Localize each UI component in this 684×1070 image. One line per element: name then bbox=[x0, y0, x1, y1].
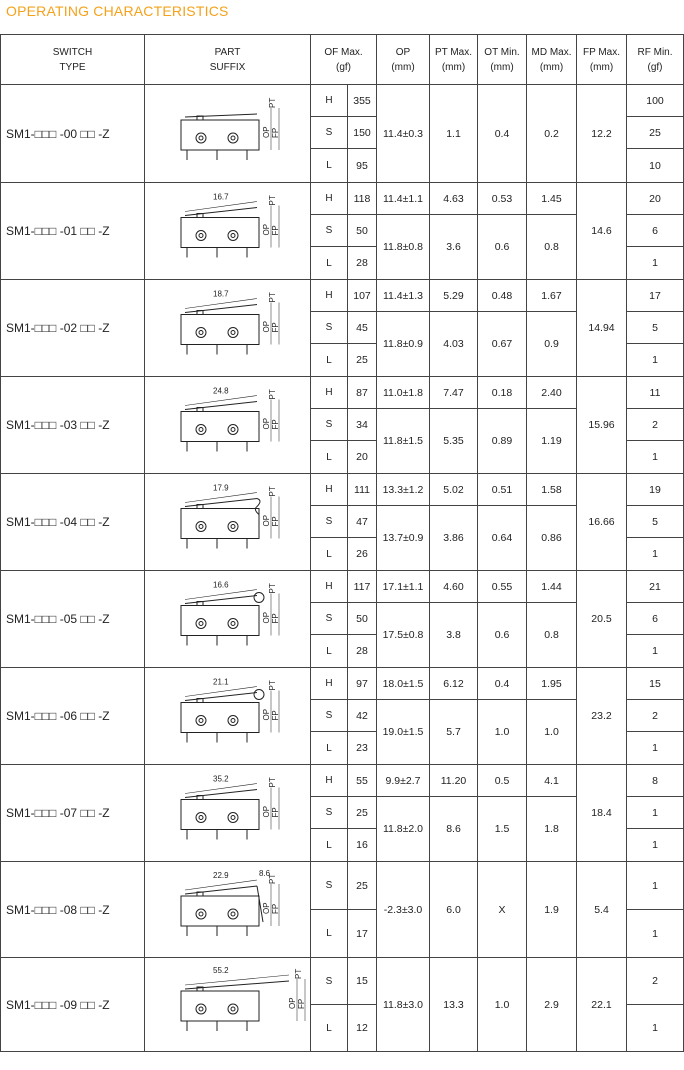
rf-min-cell: 2 bbox=[627, 409, 684, 441]
op-cell: 11.8±2.0 bbox=[377, 797, 430, 862]
fp-label: FP bbox=[270, 612, 280, 623]
rf-min-cell: 10 bbox=[627, 149, 684, 183]
pt-max-cell: 1.1 bbox=[430, 85, 478, 183]
md-max-cell: 1.45 bbox=[527, 183, 577, 215]
part-suffix-cell bbox=[145, 183, 311, 280]
operating-characteristics-table bbox=[0, 34, 684, 1052]
pt-max-cell: 13.3 bbox=[430, 958, 478, 1052]
op-cell: 13.3±1.2 bbox=[377, 474, 430, 506]
switch-diagram bbox=[153, 478, 303, 567]
switch-type-cell: SM1-□□□ -06 □□ -Z bbox=[1, 668, 145, 765]
switch-diagram bbox=[153, 575, 303, 664]
md-max-cell: 1.58 bbox=[527, 474, 577, 506]
lever-tip-label: 8.6 bbox=[258, 868, 270, 878]
of-max-cell: 95 bbox=[348, 149, 377, 183]
fp-max-cell: 15.96 bbox=[577, 377, 627, 474]
op-label: OP bbox=[261, 708, 271, 720]
of-max-cell: 17 bbox=[348, 910, 377, 958]
pt-max-cell: 3.86 bbox=[430, 506, 478, 571]
ot-min-cell: 0.18 bbox=[478, 377, 527, 409]
lever-length-label: 22.9 bbox=[212, 870, 229, 880]
table-row bbox=[1, 571, 684, 603]
pt-max-cell: 4.63 bbox=[430, 183, 478, 215]
part-suffix-cell bbox=[145, 571, 311, 668]
op-cell: 11.8±1.5 bbox=[377, 409, 430, 474]
level-cell: L bbox=[311, 149, 348, 183]
op-label: OP bbox=[287, 996, 297, 1009]
pt-max-cell: 11.20 bbox=[430, 765, 478, 797]
switch-diagram bbox=[153, 962, 306, 1048]
level-cell: L bbox=[311, 829, 348, 862]
md-max-cell: 0.8 bbox=[527, 215, 577, 280]
lever-length-label: 55.2 bbox=[212, 965, 229, 975]
of-max-cell: 111 bbox=[348, 474, 377, 506]
md-max-cell: 2.40 bbox=[527, 377, 577, 409]
header-ot-min: OT Min. (mm) bbox=[478, 35, 527, 85]
header-switch-type: SWITCH TYPE bbox=[1, 35, 145, 85]
rf-min-cell: 21 bbox=[627, 571, 684, 603]
md-max-cell: 2.9 bbox=[527, 958, 577, 1052]
level-cell: L bbox=[311, 910, 348, 958]
switch-type-cell: SM1-□□□ -05 □□ -Z bbox=[1, 571, 145, 668]
table-row bbox=[1, 377, 684, 409]
op-cell: 13.7±0.9 bbox=[377, 506, 430, 571]
pt-max-cell: 5.35 bbox=[430, 409, 478, 474]
of-max-cell: 28 bbox=[348, 247, 377, 280]
ot-min-cell: 0.4 bbox=[478, 85, 527, 183]
op-cell: 11.4±1.1 bbox=[377, 183, 430, 215]
level-cell: S bbox=[311, 700, 348, 732]
switch-diagram bbox=[153, 284, 303, 373]
level-cell: H bbox=[311, 280, 348, 312]
rf-min-cell: 19 bbox=[627, 474, 684, 506]
table-row bbox=[1, 85, 684, 117]
of-max-cell: 25 bbox=[348, 797, 377, 829]
header-row bbox=[1, 35, 684, 85]
md-max-cell: 0.86 bbox=[527, 506, 577, 571]
of-max-cell: 15 bbox=[348, 958, 377, 1005]
of-max-cell: 150 bbox=[348, 117, 377, 149]
switch-diagram bbox=[153, 381, 303, 470]
level-cell: S bbox=[311, 312, 348, 344]
switch-type-cell: SM1-□□□ -04 □□ -Z bbox=[1, 474, 145, 571]
rf-min-cell: 1 bbox=[627, 829, 684, 862]
rf-min-cell: 6 bbox=[627, 603, 684, 635]
of-max-cell: 117 bbox=[348, 571, 377, 603]
level-cell: H bbox=[311, 377, 348, 409]
level-cell: L bbox=[311, 247, 348, 280]
op-cell: 19.0±1.5 bbox=[377, 700, 430, 765]
ot-min-cell: 0.4 bbox=[478, 668, 527, 700]
switch-diagram bbox=[153, 672, 303, 761]
pt-label: PT bbox=[267, 873, 277, 884]
ot-min-cell: 1.5 bbox=[478, 797, 527, 862]
op-label: OP bbox=[261, 901, 271, 914]
rf-min-cell: 11 bbox=[627, 377, 684, 409]
switch-type-cell: SM1-□□□ -09 □□ -Z bbox=[1, 958, 145, 1052]
level-cell: S bbox=[311, 506, 348, 538]
pt-label: PT bbox=[293, 968, 303, 979]
level-cell: H bbox=[311, 474, 348, 506]
fp-label: FP bbox=[270, 224, 280, 235]
level-cell: H bbox=[311, 85, 348, 117]
fp-label: FP bbox=[296, 998, 306, 1009]
op-cell: 11.8±3.0 bbox=[377, 958, 430, 1052]
level-cell: H bbox=[311, 668, 348, 700]
op-label: OP bbox=[261, 417, 271, 429]
pt-max-cell: 3.6 bbox=[430, 215, 478, 280]
switch-diagram bbox=[153, 769, 303, 858]
level-cell: L bbox=[311, 441, 348, 474]
ot-min-cell: 0.6 bbox=[478, 603, 527, 668]
rf-min-cell: 8 bbox=[627, 765, 684, 797]
md-max-cell: 0.9 bbox=[527, 312, 577, 377]
rf-min-cell: 1 bbox=[627, 862, 684, 910]
md-max-cell: 1.67 bbox=[527, 280, 577, 312]
level-cell: H bbox=[311, 571, 348, 603]
table-row bbox=[1, 958, 684, 1005]
pt-max-cell: 6.12 bbox=[430, 668, 478, 700]
of-max-cell: 97 bbox=[348, 668, 377, 700]
level-cell: S bbox=[311, 117, 348, 149]
switch-type-cell: SM1-□□□ -00 □□ -Z bbox=[1, 85, 145, 183]
level-cell: S bbox=[311, 958, 348, 1005]
pt-label: PT bbox=[267, 194, 277, 205]
table-row bbox=[1, 183, 684, 215]
pt-label: PT bbox=[267, 291, 277, 302]
of-max-cell: 87 bbox=[348, 377, 377, 409]
fp-label: FP bbox=[270, 806, 280, 817]
switch-diagram bbox=[153, 866, 303, 954]
op-cell: 17.1±1.1 bbox=[377, 571, 430, 603]
ot-min-cell: 0.5 bbox=[478, 765, 527, 797]
part-suffix-cell bbox=[145, 862, 311, 958]
rf-min-cell: 1 bbox=[627, 538, 684, 571]
op-label: OP bbox=[261, 805, 271, 817]
fp-label: FP bbox=[270, 709, 280, 720]
op-cell: 11.8±0.8 bbox=[377, 215, 430, 280]
pt-max-cell: 6.0 bbox=[430, 862, 478, 958]
rf-min-cell: 1 bbox=[627, 247, 684, 280]
rf-min-cell: 25 bbox=[627, 117, 684, 149]
op-cell: -2.3±3.0 bbox=[377, 862, 430, 958]
of-max-cell: 45 bbox=[348, 312, 377, 344]
rf-min-cell: 15 bbox=[627, 668, 684, 700]
ot-min-cell: 0.55 bbox=[478, 571, 527, 603]
lever-length-label: 16.6 bbox=[212, 580, 229, 589]
ot-min-cell: X bbox=[478, 862, 527, 958]
lever-length-label: 16.7 bbox=[212, 192, 229, 201]
of-max-cell: 42 bbox=[348, 700, 377, 732]
op-cell: 11.4±1.3 bbox=[377, 280, 430, 312]
part-suffix-cell bbox=[145, 377, 311, 474]
header-fp-max: FP Max. (mm) bbox=[577, 35, 627, 85]
of-max-cell: 50 bbox=[348, 603, 377, 635]
level-cell: L bbox=[311, 344, 348, 377]
switch-type-cell: SM1-□□□ -03 □□ -Z bbox=[1, 377, 145, 474]
pt-label: PT bbox=[267, 582, 277, 593]
rf-min-cell: 6 bbox=[627, 215, 684, 247]
fp-max-cell: 14.94 bbox=[577, 280, 627, 377]
of-max-cell: 118 bbox=[348, 183, 377, 215]
of-max-cell: 16 bbox=[348, 829, 377, 862]
switch-diagram bbox=[153, 187, 303, 276]
ot-min-cell: 0.6 bbox=[478, 215, 527, 280]
of-max-cell: 47 bbox=[348, 506, 377, 538]
ot-min-cell: 0.64 bbox=[478, 506, 527, 571]
op-cell: 11.0±1.8 bbox=[377, 377, 430, 409]
ot-min-cell: 0.51 bbox=[478, 474, 527, 506]
level-cell: H bbox=[311, 183, 348, 215]
header-pt-max: PT Max. (mm) bbox=[430, 35, 478, 85]
lever-length-label: 18.7 bbox=[212, 289, 229, 298]
part-suffix-cell bbox=[145, 958, 311, 1052]
header-md-max: MD Max. (mm) bbox=[527, 35, 577, 85]
level-cell: H bbox=[311, 765, 348, 797]
of-max-cell: 26 bbox=[348, 538, 377, 571]
op-cell: 17.5±0.8 bbox=[377, 603, 430, 668]
pt-max-cell: 4.03 bbox=[430, 312, 478, 377]
of-max-cell: 12 bbox=[348, 1005, 377, 1052]
fp-max-cell: 16.66 bbox=[577, 474, 627, 571]
header-op: OP (mm) bbox=[377, 35, 430, 85]
rf-min-cell: 1 bbox=[627, 344, 684, 377]
of-max-cell: 23 bbox=[348, 732, 377, 765]
rf-min-cell: 1 bbox=[627, 732, 684, 765]
pt-max-cell: 5.7 bbox=[430, 700, 478, 765]
pt-label: PT bbox=[267, 485, 277, 496]
op-label: OP bbox=[261, 611, 271, 623]
md-max-cell: 1.95 bbox=[527, 668, 577, 700]
pt-label: PT bbox=[267, 776, 277, 787]
level-cell: L bbox=[311, 538, 348, 571]
rf-min-cell: 2 bbox=[627, 958, 684, 1005]
level-cell: S bbox=[311, 797, 348, 829]
fp-label: FP bbox=[270, 515, 280, 526]
table-row bbox=[1, 668, 684, 700]
pt-max-cell: 5.29 bbox=[430, 280, 478, 312]
of-max-cell: 25 bbox=[348, 344, 377, 377]
fp-label: FP bbox=[270, 321, 280, 332]
md-max-cell: 1.19 bbox=[527, 409, 577, 474]
op-label: OP bbox=[261, 125, 271, 138]
switch-type-cell: SM1-□□□ -01 □□ -Z bbox=[1, 183, 145, 280]
level-cell: S bbox=[311, 215, 348, 247]
lever-length-label: 21.1 bbox=[212, 677, 229, 686]
level-cell: L bbox=[311, 732, 348, 765]
op-cell: 11.4±0.3 bbox=[377, 85, 430, 183]
fp-max-cell: 22.1 bbox=[577, 958, 627, 1052]
rf-min-cell: 2 bbox=[627, 700, 684, 732]
fp-max-cell: 14.6 bbox=[577, 183, 627, 280]
md-max-cell: 0.8 bbox=[527, 603, 577, 668]
header-of-max: OF Max. (gf) bbox=[311, 35, 377, 85]
of-max-cell: 50 bbox=[348, 215, 377, 247]
of-max-cell: 34 bbox=[348, 409, 377, 441]
table-row bbox=[1, 474, 684, 506]
of-max-cell: 355 bbox=[348, 85, 377, 117]
pt-max-cell: 4.60 bbox=[430, 571, 478, 603]
switch-type-cell: SM1-□□□ -08 □□ -Z bbox=[1, 862, 145, 958]
pt-label: PT bbox=[267, 97, 277, 108]
lever-length-label: 35.2 bbox=[212, 774, 229, 783]
of-max-cell: 107 bbox=[348, 280, 377, 312]
level-cell: L bbox=[311, 635, 348, 668]
part-suffix-cell bbox=[145, 765, 311, 862]
rf-min-cell: 1 bbox=[627, 635, 684, 668]
of-max-cell: 55 bbox=[348, 765, 377, 797]
switch-type-cell: SM1-□□□ -02 □□ -Z bbox=[1, 280, 145, 377]
ot-min-cell: 0.48 bbox=[478, 280, 527, 312]
header-rf-min: RF Min. (gf) bbox=[627, 35, 684, 85]
of-max-cell: 25 bbox=[348, 862, 377, 910]
pt-max-cell: 7.47 bbox=[430, 377, 478, 409]
ot-min-cell: 1.0 bbox=[478, 700, 527, 765]
md-max-cell: 1.0 bbox=[527, 700, 577, 765]
rf-min-cell: 5 bbox=[627, 312, 684, 344]
rf-min-cell: 5 bbox=[627, 506, 684, 538]
ot-min-cell: 0.67 bbox=[478, 312, 527, 377]
level-cell: S bbox=[311, 409, 348, 441]
ot-min-cell: 0.53 bbox=[478, 183, 527, 215]
level-cell: S bbox=[311, 603, 348, 635]
fp-max-cell: 18.4 bbox=[577, 765, 627, 862]
pt-label: PT bbox=[267, 679, 277, 690]
op-cell: 18.0±1.5 bbox=[377, 668, 430, 700]
table-row bbox=[1, 765, 684, 797]
fp-label: FP bbox=[270, 418, 280, 429]
lever-length-label: 24.8 bbox=[212, 386, 229, 395]
md-max-cell: 0.2 bbox=[527, 85, 577, 183]
md-max-cell: 1.44 bbox=[527, 571, 577, 603]
part-suffix-cell bbox=[145, 668, 311, 765]
of-max-cell: 20 bbox=[348, 441, 377, 474]
table-row bbox=[1, 280, 684, 312]
op-cell: 11.8±0.9 bbox=[377, 312, 430, 377]
pt-max-cell: 5.02 bbox=[430, 474, 478, 506]
rf-min-cell: 1 bbox=[627, 1005, 684, 1052]
part-suffix-cell bbox=[145, 474, 311, 571]
pt-label: PT bbox=[267, 388, 277, 399]
level-cell: S bbox=[311, 862, 348, 910]
rf-min-cell: 1 bbox=[627, 797, 684, 829]
md-max-cell: 4.1 bbox=[527, 765, 577, 797]
op-cell: 9.9±2.7 bbox=[377, 765, 430, 797]
fp-max-cell: 12.2 bbox=[577, 85, 627, 183]
fp-max-cell: 5.4 bbox=[577, 862, 627, 958]
header-part-suffix: PART SUFFIX bbox=[145, 35, 311, 85]
rf-min-cell: 17 bbox=[627, 280, 684, 312]
lever-length-label: 17.9 bbox=[212, 483, 229, 492]
part-suffix-cell bbox=[145, 85, 311, 183]
of-max-cell: 28 bbox=[348, 635, 377, 668]
fp-max-cell: 20.5 bbox=[577, 571, 627, 668]
switch-type-cell: SM1-□□□ -07 □□ -Z bbox=[1, 765, 145, 862]
rf-min-cell: 1 bbox=[627, 441, 684, 474]
rf-min-cell: 1 bbox=[627, 910, 684, 958]
fp-label: FP bbox=[270, 127, 280, 138]
op-label: OP bbox=[261, 320, 271, 332]
op-label: OP bbox=[261, 223, 271, 235]
md-max-cell: 1.8 bbox=[527, 797, 577, 862]
page-title: OPERATING CHARACTERISTICS bbox=[6, 3, 229, 19]
switch-diagram bbox=[153, 89, 303, 179]
ot-min-cell: 0.89 bbox=[478, 409, 527, 474]
op-label: OP bbox=[261, 514, 271, 526]
rf-min-cell: 100 bbox=[627, 85, 684, 117]
fp-max-cell: 23.2 bbox=[577, 668, 627, 765]
rf-min-cell: 20 bbox=[627, 183, 684, 215]
pt-max-cell: 8.6 bbox=[430, 797, 478, 862]
md-max-cell: 1.9 bbox=[527, 862, 577, 958]
pt-max-cell: 3.8 bbox=[430, 603, 478, 668]
level-cell: L bbox=[311, 1005, 348, 1052]
fp-label: FP bbox=[270, 903, 280, 914]
table-row bbox=[1, 862, 684, 910]
ot-min-cell: 1.0 bbox=[478, 958, 527, 1052]
part-suffix-cell bbox=[145, 280, 311, 377]
